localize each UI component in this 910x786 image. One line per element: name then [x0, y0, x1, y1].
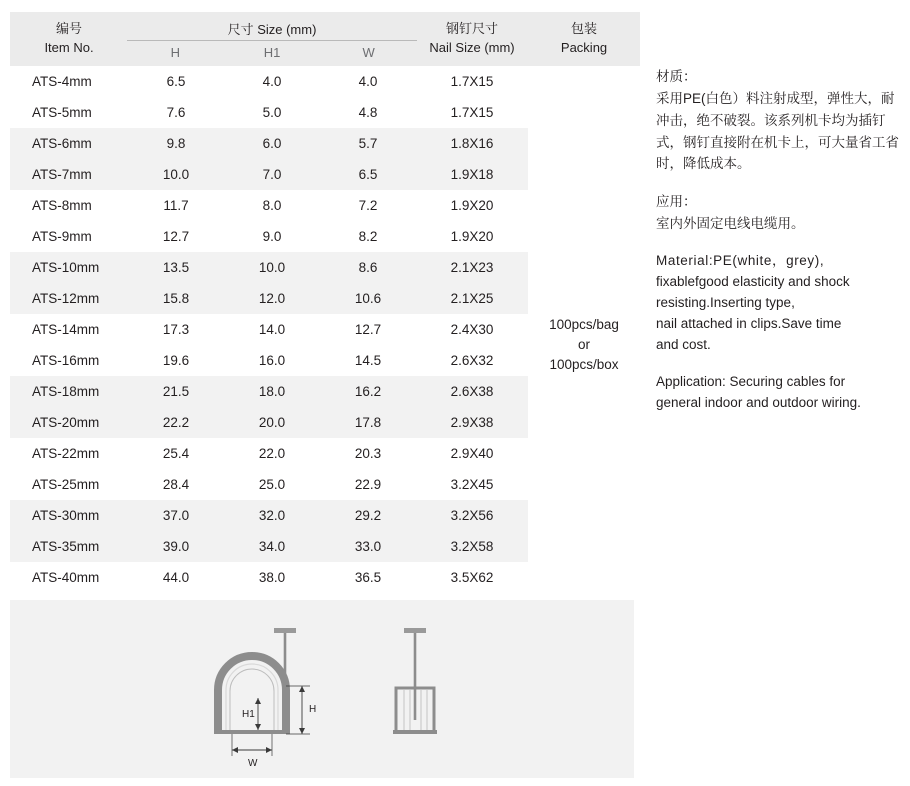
- cell-h1: 38.0: [224, 562, 320, 593]
- cell-nail: 3.2X45: [416, 469, 528, 500]
- cell-item-no: ATS-40mm: [10, 562, 128, 593]
- cell-nail: 1.9X20: [416, 190, 528, 221]
- cell-nail: 1.7X15: [416, 66, 528, 97]
- cell-h: 44.0: [128, 562, 224, 593]
- cell-w: 7.2: [320, 190, 416, 221]
- application-en-line-2: general indoor and outdoor wiring.: [656, 394, 861, 410]
- spec-table: [10, 12, 640, 624]
- cell-item-no: ATS-16mm: [10, 345, 128, 376]
- cell-nail: 1.8X16: [416, 128, 528, 159]
- spec-table-container: [10, 12, 640, 624]
- cell-item-no: ATS-10mm: [10, 252, 128, 283]
- material-cn-block: [656, 66, 904, 175]
- application-en-block: [656, 372, 904, 414]
- cell-h: 7.6: [128, 97, 224, 128]
- cell-h: 37.0: [128, 500, 224, 531]
- cell-item-no: ATS-5mm: [10, 97, 128, 128]
- cell-w: 8.2: [320, 221, 416, 252]
- cell-nail: 2.9X38: [416, 407, 528, 438]
- cell-h1: 18.0: [224, 376, 320, 407]
- material-cn-body: 采用PE(白色）料注射成型，弹性大，耐冲击，绝不破裂。该系列机卡均为插钉式，钢钉直接附在机卡上，可大量省工省时，降低成本。: [656, 90, 899, 172]
- header-sub-w: W: [362, 44, 375, 60]
- cell-h1: 34.0: [224, 531, 320, 562]
- cell-item-no: ATS-20mm: [10, 407, 128, 438]
- cell-h: 25.4: [128, 438, 224, 469]
- cell-w: 20.3: [320, 438, 416, 469]
- table-row: [10, 66, 640, 97]
- cell-w: 36.5: [320, 562, 416, 593]
- cell-item-no: ATS-22mm: [10, 438, 128, 469]
- packing-line-2: or: [578, 336, 591, 352]
- cell-nail: 2.1X25: [416, 283, 528, 314]
- cell-packing: [528, 66, 640, 624]
- description-column: [656, 66, 904, 413]
- cell-w: 5.7: [320, 128, 416, 159]
- packing-line-1: 100pcs/bag: [549, 316, 619, 332]
- cell-w: 14.5: [320, 345, 416, 376]
- cell-h1: 12.0: [224, 283, 320, 314]
- material-en-line-5: and cost.: [656, 336, 711, 352]
- cell-item-no: ATS-25mm: [10, 469, 128, 500]
- cell-w: 33.0: [320, 531, 416, 562]
- dimension-label-h: H: [309, 704, 317, 715]
- product-diagram-panel: [10, 600, 634, 778]
- cell-w: 6.5: [320, 159, 416, 190]
- cell-h1: 5.0: [224, 97, 320, 128]
- header-item-no-en: Item No.: [44, 40, 94, 55]
- cell-h1: 7.0: [224, 159, 320, 190]
- cell-w: 4.8: [320, 97, 416, 128]
- header-nail-size-cn: 钢钉尺寸: [446, 21, 499, 37]
- cell-h1: 25.0: [224, 469, 320, 500]
- cell-nail: 2.6X32: [416, 345, 528, 376]
- dimension-label-w: W: [248, 758, 258, 769]
- header-item-no: [10, 12, 128, 66]
- cell-item-no: ATS-35mm: [10, 531, 128, 562]
- cell-h1: 10.0: [224, 252, 320, 283]
- header-sub-h1: H1: [263, 44, 281, 60]
- cell-nail: 3.2X58: [416, 531, 528, 562]
- cell-item-no: ATS-6mm: [10, 128, 128, 159]
- material-en-line-3: resisting.Inserting type,: [656, 294, 795, 310]
- cell-h: 28.4: [128, 469, 224, 500]
- cell-h1: 6.0: [224, 128, 320, 159]
- cell-w: 22.9: [320, 469, 416, 500]
- application-en-line-1: Application: Securing cables for: [656, 373, 846, 389]
- cell-h1: 16.0: [224, 345, 320, 376]
- cell-w: 12.7: [320, 314, 416, 345]
- cell-item-no: ATS-14mm: [10, 314, 128, 345]
- material-en-block: [656, 251, 904, 356]
- material-en-line-1: Material:PE(white，grey),: [656, 253, 825, 269]
- application-cn-title: 应用：: [656, 194, 697, 210]
- cell-h: 39.0: [128, 531, 224, 562]
- header-size-group: [128, 12, 416, 66]
- cell-h: 10.0: [128, 159, 224, 190]
- cell-h: 19.6: [128, 345, 224, 376]
- cell-h1: 4.0: [224, 66, 320, 97]
- cell-nail: 2.6X38: [416, 376, 528, 407]
- cell-w: 16.2: [320, 376, 416, 407]
- header-nail-size-en: Nail Size (mm): [429, 40, 515, 55]
- cell-h1: 32.0: [224, 500, 320, 531]
- table-body: [10, 66, 640, 624]
- cell-h1: 20.0: [224, 407, 320, 438]
- cell-nail: 1.9X20: [416, 221, 528, 252]
- header-packing: [528, 12, 640, 66]
- application-cn-block: [656, 191, 904, 235]
- cell-h1: 22.0: [224, 438, 320, 469]
- material-en-line-4: nail attached in clips.Save time: [656, 315, 842, 331]
- header-size-rule: [127, 40, 417, 42]
- cell-nail: 3.5X62: [416, 562, 528, 593]
- cell-w: 8.6: [320, 252, 416, 283]
- product-diagram: [10, 600, 634, 778]
- clip-side-view: [393, 628, 437, 734]
- header-row: [10, 12, 640, 66]
- cell-h: 9.8: [128, 128, 224, 159]
- cell-h: 15.8: [128, 283, 224, 314]
- cell-nail: 2.9X40: [416, 438, 528, 469]
- cell-h1: 14.0: [224, 314, 320, 345]
- material-cn-title: 材质：: [656, 69, 697, 84]
- cell-h: 21.5: [128, 376, 224, 407]
- cell-h1: 8.0: [224, 190, 320, 221]
- header-packing-en: Packing: [560, 40, 608, 55]
- cell-h: 17.3: [128, 314, 224, 345]
- packing-line-3: 100pcs/box: [549, 357, 619, 373]
- cell-nail: 2.1X23: [416, 252, 528, 283]
- header-size-title: 尺寸 Size (mm): [227, 21, 317, 37]
- header-packing-cn: 包装: [571, 21, 598, 37]
- cell-h: 11.7: [128, 190, 224, 221]
- cell-nail: 1.9X18: [416, 159, 528, 190]
- cell-item-no: ATS-4mm: [10, 66, 128, 97]
- cell-item-no: ATS-18mm: [10, 376, 128, 407]
- cell-nail: 3.2X56: [416, 500, 528, 531]
- material-en-line-2: fixablefgood elasticity and shock: [656, 273, 850, 289]
- table-head: [10, 12, 640, 66]
- cell-h: 6.5: [128, 66, 224, 97]
- cell-item-no: ATS-7mm: [10, 159, 128, 190]
- cell-nail: 1.7X15: [416, 97, 528, 128]
- clip-front-view: [214, 628, 316, 769]
- cell-h1: 9.0: [224, 221, 320, 252]
- cell-item-no: ATS-8mm: [10, 190, 128, 221]
- cell-w: 10.6: [320, 283, 416, 314]
- cell-w: 4.0: [320, 66, 416, 97]
- cell-h: 12.7: [128, 221, 224, 252]
- header-sub-h: H: [170, 44, 181, 60]
- dimension-label-h1: H1: [242, 709, 255, 720]
- cell-item-no: ATS-30mm: [10, 500, 128, 531]
- header-item-no-cn: 编号: [55, 21, 82, 37]
- cell-item-no: ATS-12mm: [10, 283, 128, 314]
- cell-h: 22.2: [128, 407, 224, 438]
- cell-w: 29.2: [320, 500, 416, 531]
- cell-item-no: ATS-9mm: [10, 221, 128, 252]
- application-cn-body: 室内外固定电线电缆用。: [656, 216, 805, 232]
- header-nail-size: [416, 12, 528, 66]
- cell-w: 17.8: [320, 407, 416, 438]
- cell-nail: 2.4X30: [416, 314, 528, 345]
- cell-h: 13.5: [128, 252, 224, 283]
